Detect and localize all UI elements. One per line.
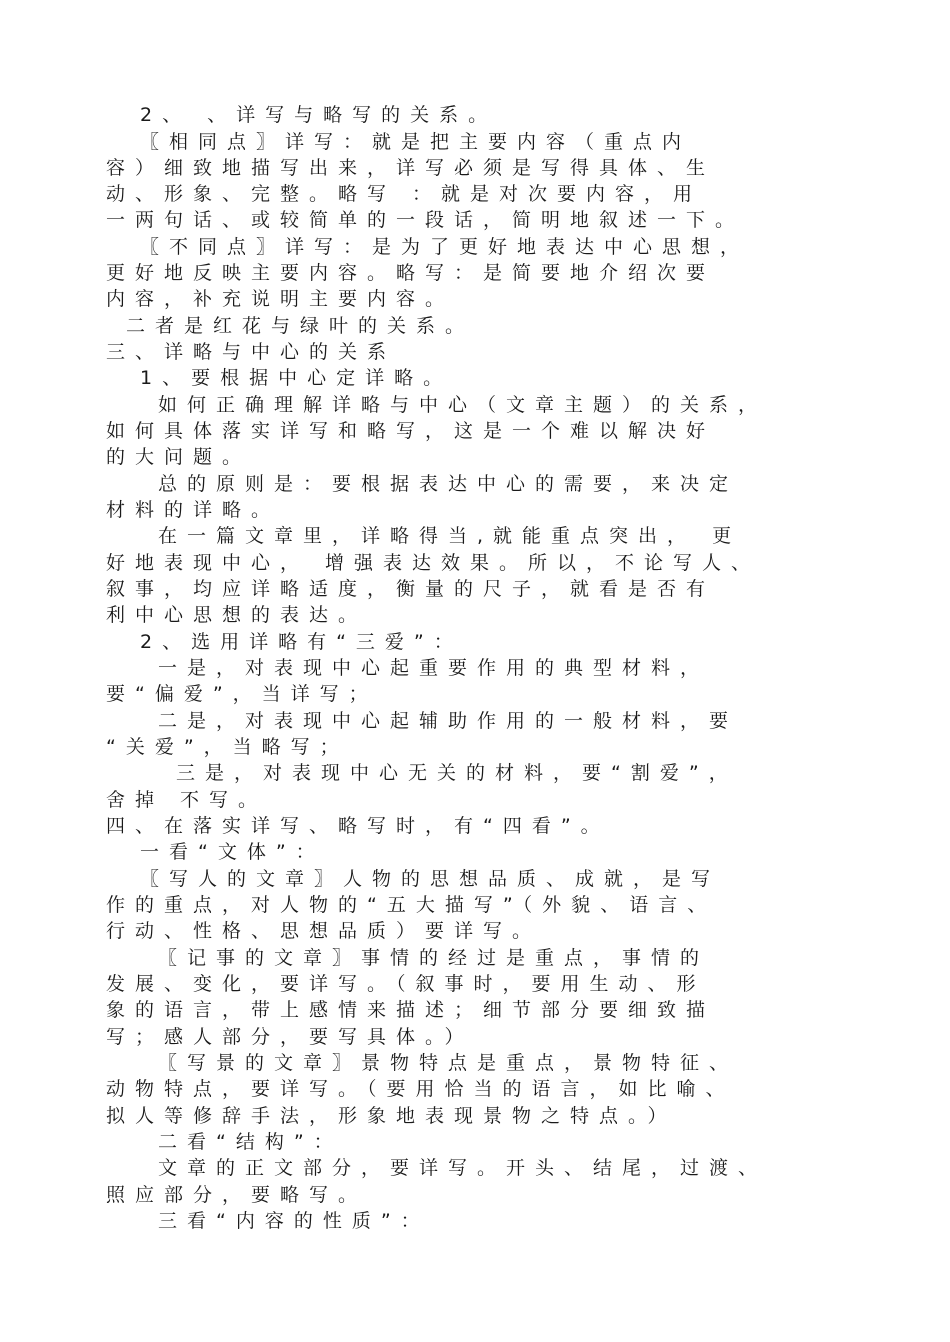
text-line: 二者是红花与绿叶的关系。 bbox=[126, 315, 475, 337]
text-line: 总的原则是：要根据表达中心的需要，来决定 bbox=[158, 473, 739, 495]
text-line: 象的语言，带上感情来描述；细节部分要细致描 bbox=[106, 999, 716, 1021]
subsection-heading: 一看“文体”： bbox=[140, 841, 325, 863]
section-heading: 四、在落实详写、略写时，有“四看”。 bbox=[106, 815, 610, 837]
text-line: 舍掉 不写。 bbox=[106, 789, 268, 811]
text-line: 拟人等修辞手法，形象地表现景物之特点。） bbox=[106, 1105, 677, 1127]
text-line: 文章的正文部分，要详写。开头、结尾，过渡、 bbox=[158, 1157, 768, 1179]
subsection-heading: 2、选用详略有“三爱”： bbox=[140, 631, 463, 653]
text-line: 在一篇文章里，详略得当,就能重点突出， 更 bbox=[158, 525, 742, 547]
text-line: 发展、变化，要详写。（叙事时，要用生动、形 bbox=[106, 973, 706, 995]
text-line: “关爱”，当略写； bbox=[106, 736, 349, 758]
subsection-heading: 二看“结构”： bbox=[158, 1131, 343, 1153]
text-line: 一是，对表现中心起重要作用的典型材料， bbox=[158, 657, 710, 679]
text-line: 内容，补充说明主要内容。 bbox=[106, 288, 455, 310]
text-line: 二是，对表现中心起辅助作用的一般材料，要 bbox=[158, 710, 739, 732]
text-line: 利中心思想的表达。 bbox=[106, 604, 368, 626]
subsection-heading: 三看“内容的性质”： bbox=[158, 1210, 430, 1232]
text-line: 动、形象、完整。略写 ：就是对次要内容，用 bbox=[106, 183, 703, 205]
text-line: 材料的详略。 bbox=[106, 499, 281, 521]
text-line: 一两句话、或较简单的一段话，简明地叙述一下。 bbox=[106, 209, 745, 231]
text-line: 〖写景的文章〗景物特点是重点，景物特征、 bbox=[158, 1052, 739, 1074]
text-line: 三是，对表现中心无关的材料，要“割爱”， bbox=[176, 762, 738, 784]
text-line: 要“偏爱”，当详写； bbox=[106, 683, 378, 705]
text-line: 〖记事的文章〗事情的经过是重点，事情的 bbox=[158, 947, 710, 969]
text-line: 〖相同点〗详写：就是把主要内容（重点内 bbox=[140, 131, 692, 153]
subsection-heading: 1、要根据中心定详略。 bbox=[140, 367, 453, 389]
heading-detail-vs-brief: 2、 、详写与略写的关系。 bbox=[140, 104, 498, 126]
text-line: 行动、性格、思想品质）要详写。 bbox=[106, 920, 542, 942]
text-line: 动物特点，要详写。（要用恰当的语言，如比喻、 bbox=[106, 1078, 735, 1100]
text-line: 如何具体落实详写和略写，这是一个难以解决好 bbox=[106, 420, 716, 442]
text-line: 更好地反映主要内容。略写：是简要地介绍次要 bbox=[106, 262, 716, 284]
text-line: 照应部分，要略写。 bbox=[106, 1184, 368, 1206]
text-line: 如何正确理解详略与中心（文章主题）的关系， bbox=[158, 394, 768, 416]
text-line: 的大问题。 bbox=[106, 446, 252, 468]
text-line: 好地表现中心， 增强表达效果。所以，不论写人、 bbox=[106, 552, 761, 574]
text-line: 作的重点，对人物的“五大描写”（外貌、语言、 bbox=[106, 894, 717, 916]
section-heading: 三、详略与中心的关系 bbox=[106, 341, 397, 363]
text-line: 写；感人部分，要写具体。） bbox=[106, 1026, 474, 1048]
text-line: 〖不同点〗详写：是为了更好地表达中心思想， bbox=[140, 236, 750, 258]
text-line: 容）细致地描写出来，详写必须是写得具体、生 bbox=[106, 157, 716, 179]
text-line: 〖写人的文章〗人物的思想品质、成就，是写 bbox=[140, 868, 721, 890]
text-line: 叙事，均应详略适度，衡量的尺子，就看是否有 bbox=[106, 578, 716, 600]
